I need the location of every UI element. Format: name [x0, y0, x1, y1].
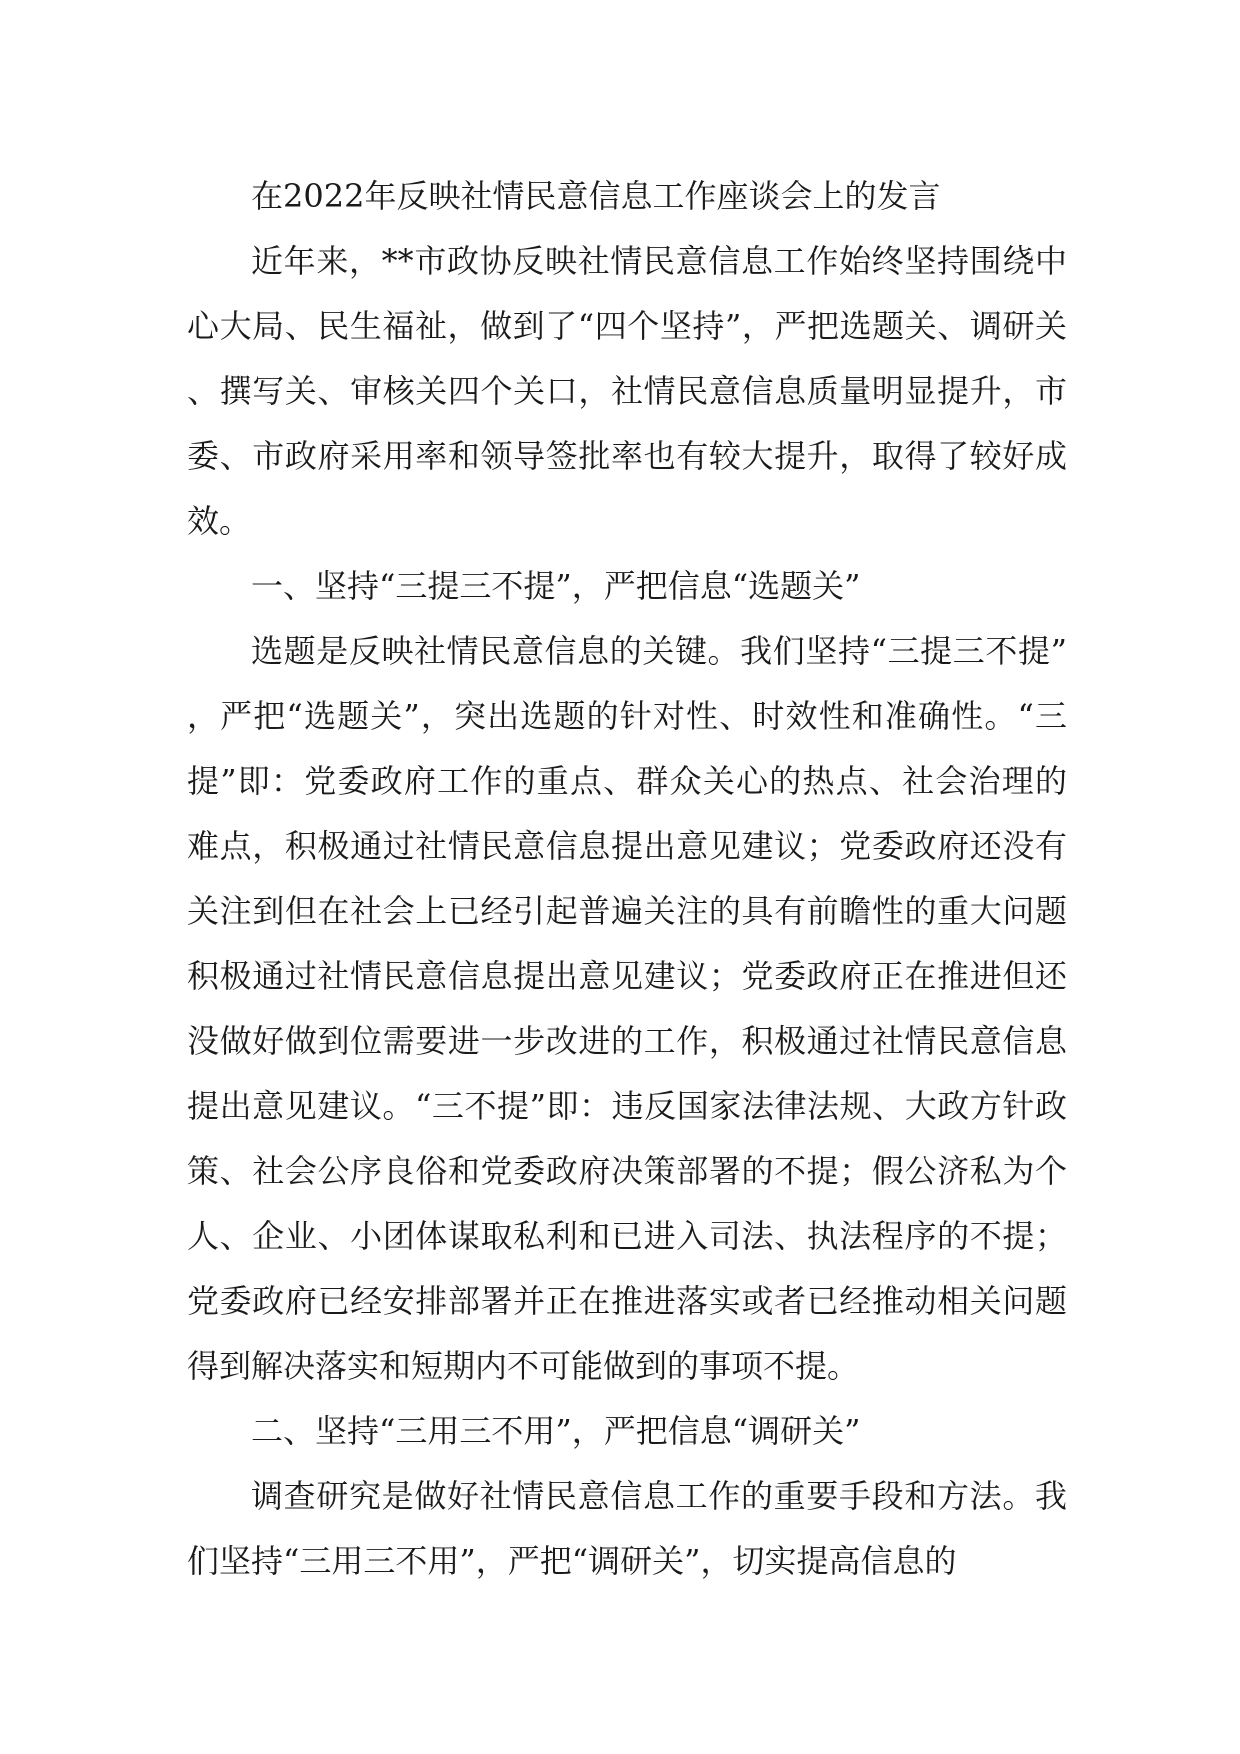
paragraph-section-2: 调查研究是做好社情民意信息工作的重要手段和方法。我们坚持“三用三不用”，严把“调研关”，切实提高信息的 [187, 1477, 1067, 1580]
section-heading-1: 一、坚持“三提三不提”，严把信息“选题关” [251, 567, 861, 605]
paragraph-intro: 近年来，**市政协反映社情民意信息工作始终坚持围绕中心大局、民生福祉，做到了“四个坚持”，严把选题关、调研关、撰写关、审核关四个关口，社情民意信息质量明显提升，市委、市政府采用率和领导签批率也有较大提升，取得了较好成效。 [187, 242, 1067, 540]
section-heading-2: 二、坚持“三用三不用”，严把信息“调研关” [251, 1412, 861, 1450]
document-body [187, 164, 1067, 1594]
paragraph-section-1: 选题是反映社情民意信息的关键。我们坚持“三提三不提”，严把“选题关”，突出选题的针对性、时效性和准确性。“三提”即：党委政府工作的重点、群众关心的热点、社会治理的难点，积极通过社情民意信息提出意见建议；党委政府还没有关注到但在社会上已经引起普遍关注的具有前瞻性的重大问题积极通过社情民意信息提出意见建议；党委政府正在推进但还没做好做到位需要进一步改进的工作，积极通过社情民意信息提出意见建议。“三不提”即：违反国家法律法规、大政方针政策、社会公序良俗和党委政府决策部署的不提；假公济私为个人、企业、小团体谋取私利和已进入司法、执法程序的不提；党委政府已经安排部署并正在推进落实或者已经推动相关问题得到解决落实和短期内不可能做到的事项不提。 [187, 632, 1067, 1385]
document-title: 在2022年反映社情民意信息工作座谈会上的发言 [251, 177, 941, 215]
